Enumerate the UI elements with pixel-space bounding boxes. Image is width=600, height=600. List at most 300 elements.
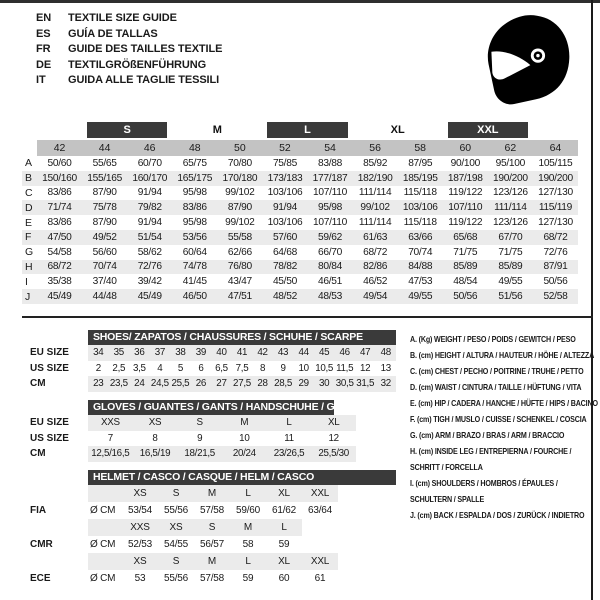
measure-value: 68/72: [363, 246, 388, 258]
measure-value: 48/52: [272, 291, 297, 303]
helmet-standard-labels: [30, 485, 53, 587]
measure-value: 48/54: [453, 276, 478, 288]
size-number: 56: [353, 140, 398, 156]
shoes-cell: 43: [277, 347, 289, 359]
measure-value: 99/102: [360, 202, 390, 214]
measure-value: 111/114: [494, 202, 527, 214]
helmet-size: M: [243, 522, 253, 533]
measure-value: 105/115: [538, 157, 573, 169]
shoes-cell: 34: [93, 347, 104, 359]
shoes-cell: 29: [298, 378, 309, 390]
measure-value: 111/114: [358, 217, 392, 229]
helmet-size-row: [88, 553, 338, 570]
helmet-value: 53/54: [127, 505, 153, 516]
helmet-value-row: [88, 570, 396, 587]
measure-value: 115/119: [538, 202, 573, 214]
measure-value: 119/122: [448, 187, 483, 199]
measure-row-h: [22, 260, 578, 275]
measure-value: 103/106: [267, 187, 303, 199]
helmet-value: 58: [242, 539, 254, 550]
measure-value: 78/82: [272, 261, 297, 273]
shoes-cell: 31,5: [356, 378, 375, 390]
measure-value: 91/94: [272, 202, 297, 214]
measure-value: 45/50: [272, 276, 297, 288]
measure-value: 123/126: [493, 217, 528, 229]
helmet-value: 53: [134, 573, 146, 584]
helmet-unit-label: Ø CM: [90, 505, 116, 516]
size-number: 48: [172, 140, 217, 156]
measure-value: 71/75: [453, 246, 478, 258]
shoes-cell: 10,5: [315, 362, 334, 374]
language-row: [36, 11, 222, 27]
language-code: IT: [36, 74, 46, 87]
measure-value: 87/90: [92, 187, 117, 199]
gloves-cell: 18/21,5: [184, 448, 215, 460]
helmet-standard-label: ECE: [30, 573, 51, 584]
helmet-value: 61/62: [271, 505, 297, 516]
measure-row-f: [22, 230, 578, 245]
shoes-row-label: US SIZE: [30, 362, 69, 374]
shoes-cell: 25,5: [171, 378, 190, 390]
measure-value: 50/56: [543, 276, 568, 288]
shoes-cell: 9: [280, 362, 286, 374]
measurement-legend: [410, 331, 598, 523]
measure-value: 37/40: [92, 276, 117, 288]
gloves-row: [88, 431, 356, 447]
gloves-cell: XXS: [100, 417, 120, 429]
helmet-rows: [88, 485, 396, 587]
size-number: 50: [217, 140, 262, 156]
measure-value: 50/56: [453, 291, 478, 303]
measure-value: 75/78: [92, 202, 117, 214]
measure-value: 47/51: [227, 291, 252, 303]
measure-value: 165/175: [177, 172, 213, 184]
helmet-size: XS: [133, 488, 147, 499]
helmet-value: 59: [278, 539, 290, 550]
shoes-cell: 40: [216, 347, 227, 359]
measure-value: 160/170: [132, 172, 168, 184]
shoes-cell: 6: [198, 362, 204, 374]
gloves-cell: XS: [148, 417, 162, 429]
measure-value: 66/70: [318, 246, 343, 258]
measure-row-c: [22, 186, 578, 201]
shoes-row-label: EU SIZE: [30, 347, 69, 358]
measure-value: 107/110: [313, 217, 348, 229]
measure-value: 83/88: [318, 157, 343, 169]
measure-value: 95/98: [182, 217, 207, 229]
language-title: GUIDA ALLE TAGLIE TESSILI: [68, 74, 220, 87]
shoes-cell: 12: [360, 362, 371, 374]
helmet-size: XXL: [310, 556, 330, 567]
helmet-value: 56/57: [199, 539, 225, 550]
shoes-cell: 36: [134, 347, 145, 359]
helmet-size-row: [88, 485, 338, 502]
shoes-cell: 27,5: [233, 378, 251, 390]
measure-value: 187/198: [447, 172, 483, 184]
measure-value: 60/70: [137, 157, 162, 169]
shoes-title: SHOES/ ZAPATOS / CHAUSSURES / SCHUHE / SCARPE: [88, 330, 396, 345]
measure-value: 115/118: [403, 217, 437, 229]
measure-value: 49/54: [363, 291, 388, 303]
measure-value: 46/52: [363, 276, 388, 288]
helmet-value: 61: [314, 573, 326, 584]
measure-value: 99/102: [225, 217, 255, 229]
measure-value: 123/126: [493, 187, 528, 199]
gloves-cell: S: [196, 417, 203, 429]
measure-value: 190/200: [493, 172, 528, 184]
size-number: 64: [533, 140, 578, 156]
helmet-value: 63/64: [307, 505, 333, 516]
shoes-cell: 5: [177, 362, 183, 374]
helmet-value: 57/58: [199, 573, 225, 584]
measure-value: 61/63: [363, 231, 388, 243]
size-group-row: [22, 122, 578, 138]
size-number: 42: [37, 140, 82, 156]
measure-value: 51/54: [137, 231, 162, 243]
language-row: [36, 73, 222, 89]
shoes-cell: 35: [113, 347, 124, 359]
measure-value: 62/66: [227, 246, 252, 258]
shoes-cell: 37: [154, 347, 166, 359]
gloves-cell: XL: [327, 417, 340, 429]
measure-value: 63/66: [408, 231, 433, 243]
size-number: 46: [127, 140, 172, 156]
measure-value: 185/195: [402, 172, 438, 184]
measure-value: 111/114: [358, 187, 392, 199]
measure-value: 57/60: [272, 231, 297, 243]
measure-row-label: H: [25, 260, 33, 273]
measure-value: 83/86: [47, 187, 72, 199]
helmet-value: 60: [278, 573, 290, 584]
measure-value: 44/48: [92, 291, 117, 303]
shoes-cell: 11,5: [336, 362, 354, 374]
shoes-cell: 3,5: [132, 362, 146, 374]
measure-value: 82/86: [363, 261, 388, 273]
gloves-cell: 25,5/30: [318, 448, 349, 460]
helmet-value: 59: [242, 573, 254, 584]
helmet-size-row: [88, 519, 302, 536]
measure-value: 49/55: [408, 291, 433, 303]
measure-value: 49/52: [92, 231, 117, 243]
helmet-size: S: [208, 522, 216, 533]
helmet-value: 57/58: [199, 505, 225, 516]
measure-row-j: [22, 289, 578, 304]
measure-value: 70/74: [92, 261, 117, 273]
shoes-cell: 27: [216, 378, 227, 390]
shoes-row-labels: [30, 345, 69, 392]
legend-lines: [410, 331, 598, 523]
measure-value: 177/187: [312, 172, 348, 184]
legend-line: C. (cm) CHEST / PECHO / POITRINE / TRUHE / PETTO: [410, 366, 584, 376]
helmet-value: 55/56: [163, 505, 189, 516]
measure-value: 190/200: [538, 172, 573, 184]
measure-value: 75/85: [272, 157, 297, 169]
language-code: FR: [36, 43, 51, 56]
size-number-row: [22, 140, 578, 156]
measure-row-b: [22, 171, 578, 186]
size-number: 62: [488, 140, 533, 156]
measure-value: 87/95: [408, 157, 433, 169]
size-group-label: M: [212, 124, 222, 136]
helmet-size: S: [172, 488, 180, 499]
measure-value: 59/62: [318, 231, 343, 243]
measure-value: 52/58: [543, 291, 568, 303]
measure-value: 72/76: [543, 246, 568, 258]
helmet-value-row: [88, 536, 396, 553]
helmet-standard-label: CMR: [30, 539, 53, 550]
helmet-size: XL: [278, 556, 290, 567]
gloves-cell: 23/26,5: [273, 448, 305, 460]
measure-value: 80/84: [318, 261, 343, 273]
section-divider: [22, 316, 593, 318]
helmet-table: [88, 470, 396, 587]
gloves-cell: L: [286, 417, 292, 429]
helmet-size: XXL: [310, 488, 330, 499]
helmet-value: 55/56: [163, 573, 189, 584]
shoes-cell: 41: [236, 347, 248, 359]
shoes-cell: 30,5: [335, 378, 354, 390]
gloves-title: GLOVES / GUANTES / GANTS / HANDSCHUHE / GUANTI: [88, 400, 334, 415]
gloves-row: [88, 415, 356, 431]
measure-value: 95/98: [182, 187, 207, 199]
helmet-size: L: [245, 556, 251, 567]
shoes-cell: 44: [298, 347, 309, 359]
shoes-cell: 32: [380, 378, 391, 390]
measure-value: 79/82: [137, 202, 162, 214]
measure-value: 41/45: [182, 276, 207, 288]
measure-row-g: [22, 245, 578, 260]
measure-value: 53/56: [182, 231, 207, 243]
measure-row-label: C: [25, 186, 33, 199]
shoes-row-label: CM: [30, 378, 46, 389]
helmet-title: HELMET / CASCO / CASQUE / HELM / CASCO: [88, 470, 396, 485]
measure-row-i: [22, 274, 578, 289]
gloves-rows: [88, 415, 356, 462]
size-group-label: XXL: [448, 122, 528, 138]
helmet-icon: [480, 10, 575, 105]
measure-value: 64/68: [272, 246, 297, 258]
size-number: 54: [307, 140, 352, 156]
measure-value: 85/89: [453, 261, 478, 273]
measure-value: 70/74: [408, 246, 433, 258]
language-title: TEXTILGRÖßENFÜHRUNG: [68, 58, 207, 71]
measure-row-label: F: [25, 231, 32, 244]
measure-value: 47/53: [408, 276, 433, 288]
measure-value: 95/100: [495, 157, 526, 169]
measure-row-label: A: [25, 157, 33, 170]
shoes-cell: 23,5: [109, 378, 128, 390]
measure-value: 119/122: [448, 217, 483, 229]
legend-line: G. (cm) ARM / BRAZO / BRAS / ARM / BRACCIO: [410, 430, 565, 440]
measure-value: 47/50: [47, 231, 72, 243]
measure-value: 127/130: [538, 187, 573, 199]
helmet-value-row: [88, 502, 396, 519]
gloves-cell: 9: [197, 432, 203, 444]
shoes-cell: 8: [259, 362, 266, 374]
size-number: 60: [443, 140, 488, 156]
gloves-row: [88, 446, 356, 462]
main-table-rows: [22, 156, 578, 304]
legend-line: I. (cm) SHOULDERS / HOMBROS / ÉPAULES /: [410, 478, 558, 488]
shoes-cell: 48: [380, 347, 391, 359]
helmet-size: XXS: [130, 522, 150, 533]
measure-value: 55/65: [92, 157, 117, 169]
helmet-unit-label: Ø CM: [90, 573, 116, 584]
measure-value: 43/47: [227, 276, 252, 288]
size-number: 58: [398, 140, 443, 156]
measure-value: 55/58: [227, 231, 252, 243]
size-number: 44: [82, 140, 127, 156]
measure-row-label: B: [25, 172, 33, 185]
shoes-cell: 28,5: [274, 378, 292, 390]
language-title: GUÍA DE TALLAS: [68, 27, 158, 40]
legend-line: A. (Kg) WEIGHT / PESO / POIDS / GEWITCH / PESO: [410, 334, 576, 344]
legend-line: D. (cm) WAIST / CINTURA / TAILLE / HÜFTUNG / VITA: [410, 382, 582, 392]
measure-row-label: D: [25, 201, 33, 214]
shoes-cell: 30: [318, 378, 330, 390]
measure-value: 91/94: [137, 217, 162, 229]
helmet-value: 59/60: [235, 505, 261, 516]
size-group-label: L: [267, 122, 347, 138]
top-border: [0, 0, 600, 3]
gloves-cell: 7: [107, 432, 113, 444]
shoes-cell: 42: [257, 347, 268, 359]
legend-line: SCHRITT / FORCELLA: [410, 462, 483, 472]
measure-value: 103/106: [267, 217, 303, 229]
measure-value: 56/60: [92, 246, 117, 258]
size-number-spacer: [22, 140, 37, 156]
measure-value: 107/110: [313, 187, 348, 199]
helmet-size: L: [245, 488, 251, 499]
measure-value: 87/90: [227, 202, 252, 214]
shoes-cell: 23: [93, 378, 104, 390]
measure-value: 115/118: [403, 187, 437, 199]
gloves-cell: 12: [328, 432, 339, 444]
gloves-cell: 12,5/16,5: [91, 448, 130, 460]
gloves-row-label: EU SIZE: [30, 417, 69, 428]
helmet-standard-label: FIA: [30, 505, 47, 516]
measure-row-e: [22, 215, 578, 230]
shoes-row: [88, 345, 396, 361]
measure-value: 49/55: [498, 276, 523, 288]
helmet-size: M: [207, 488, 217, 499]
gloves-row-labels: [30, 415, 69, 462]
shoes-cell: 6,5: [215, 362, 228, 374]
measure-value: 45/49: [47, 291, 72, 303]
language-code: DE: [36, 58, 52, 71]
measure-value: 58/62: [137, 246, 162, 258]
measure-value: 103/106: [402, 202, 438, 214]
measure-value: 50/60: [47, 157, 72, 169]
legend-line: J. (cm) BACK / ESPALDA / DOS / ZURÜCK / INDIETRO: [410, 510, 585, 520]
gloves-cell: M: [240, 417, 249, 429]
helmet-size: XS: [133, 556, 147, 567]
language-row: [36, 42, 222, 58]
shoes-cell: 38: [175, 347, 186, 359]
measure-value: 85/89: [498, 261, 523, 273]
measure-value: 95/98: [318, 202, 343, 214]
language-title: GUIDE DES TAILLES TEXTILE: [68, 43, 223, 56]
measure-value: 91/94: [137, 187, 162, 199]
measure-value: 127/130: [538, 217, 573, 229]
measure-value: 85/92: [363, 157, 388, 169]
shoes-cell: 39: [195, 347, 207, 359]
language-row: [36, 58, 222, 74]
measure-row-a: [22, 156, 578, 171]
measure-row-label: J: [25, 290, 31, 303]
helmet-unit-label: Ø CM: [90, 539, 116, 550]
helmet-size: XS: [169, 522, 183, 533]
gloves-table: [88, 400, 366, 462]
measure-value: 150/160: [42, 172, 77, 184]
shoes-table: [88, 330, 396, 392]
language-code: ES: [36, 27, 51, 40]
measure-value: 68/72: [47, 261, 72, 273]
gloves-cell: 11: [284, 432, 294, 444]
measure-value: 60/64: [182, 246, 207, 258]
shoes-row: [88, 376, 396, 392]
measure-value: 35/38: [47, 276, 72, 288]
measure-value: 83/86: [182, 202, 207, 214]
measure-value: 54/58: [47, 246, 72, 258]
measure-value: 173/183: [267, 172, 303, 184]
shoes-cell: 24: [134, 378, 145, 390]
language-code: EN: [36, 12, 52, 24]
main-size-table: [22, 122, 578, 304]
shoes-cell: 26: [195, 378, 207, 390]
measure-row-d: [22, 200, 578, 215]
helmet-size: XL: [278, 488, 290, 499]
measure-value: 45/49: [137, 291, 162, 303]
shoes-cell: 10: [298, 362, 309, 374]
measure-value: 65/75: [182, 157, 207, 169]
legend-line: E. (cm) HIP / CADERA / HANCHE / HÜFTE / HIPS / BACINO: [410, 398, 598, 408]
helmet-size: L: [281, 522, 287, 533]
shoes-cell: 7,5: [235, 362, 249, 374]
shoes-cell: 45: [318, 347, 330, 359]
measure-value: 87/90: [92, 217, 117, 229]
shoes-cell: 24,5: [150, 378, 169, 390]
size-group-label: XL: [390, 124, 405, 136]
shoes-row: [88, 361, 396, 377]
legend-line: SCHULTERN / SPALLE: [410, 494, 485, 504]
shoes-cell: 2: [95, 362, 101, 374]
gloves-cell: 16,5/19: [139, 448, 171, 460]
size-number: 52: [262, 140, 307, 156]
size-group-label: S: [87, 122, 167, 138]
measure-row-label: E: [25, 216, 33, 229]
measure-value: 87/91: [543, 261, 568, 273]
measure-value: 70/80: [227, 157, 252, 169]
measure-value: 65/68: [453, 231, 478, 243]
measure-row-label: G: [25, 246, 34, 259]
measure-value: 68/72: [543, 231, 568, 243]
language-row: [36, 27, 222, 43]
gloves-cell: 20/24: [232, 448, 256, 460]
measure-value: 72/76: [137, 261, 162, 273]
measure-value: 71/74: [47, 202, 72, 214]
shoes-cell: 13: [380, 362, 391, 374]
measure-value: 155/165: [87, 172, 122, 184]
helmet-value: 54/55: [163, 539, 189, 550]
gloves-cell: 8: [152, 432, 158, 444]
measure-value: 99/102: [225, 187, 255, 199]
language-title: TEXTILE SIZE GUIDE: [68, 12, 177, 24]
shoes-cell: 4: [157, 362, 163, 374]
measure-value: 51/56: [498, 291, 523, 303]
helmet-size: M: [207, 556, 217, 567]
measure-value: 46/50: [182, 291, 207, 303]
